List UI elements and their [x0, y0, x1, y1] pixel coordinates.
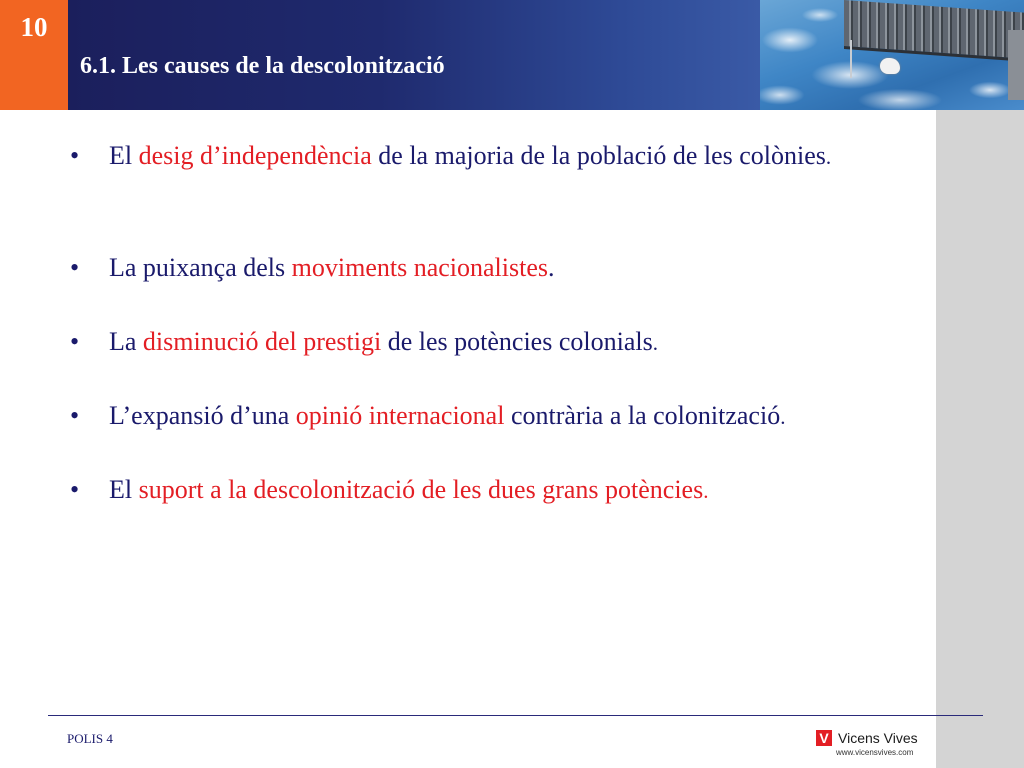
bullet-text: El suport a la descolonització de les dues grans potències. — [109, 475, 709, 504]
highlighted-phrase: disminució del prestigi — [142, 327, 382, 356]
page-title: 6.1. Les causes de la descolonització — [80, 53, 445, 79]
bullet-marker: • — [70, 401, 80, 430]
logo-url: www.vicensvives.com — [836, 748, 914, 757]
bullet-item-1 — [70, 138, 969, 175]
bullet-text: L’expansió d’una opinió internacional contrària a la colonització. — [109, 401, 786, 430]
title-band — [68, 0, 760, 110]
vicens-vives-logo — [816, 730, 926, 760]
slide-header — [0, 0, 1024, 110]
vicens-vives-logo-icon: V — [816, 730, 832, 746]
bullet-item-2 — [70, 250, 969, 286]
bullet-marker: • — [70, 253, 80, 282]
highlighted-phrase: suport a la descolonització de les dues grans potències — [138, 475, 704, 504]
bullet-item-3 — [70, 324, 969, 361]
logo-name: Vicens Vives — [838, 730, 918, 746]
chapter-badge — [0, 0, 68, 110]
right-sidebar-panel — [936, 110, 1024, 768]
bullet-marker: • — [70, 327, 80, 356]
space-station-module — [1008, 30, 1024, 100]
highlighted-phrase: opinió internacional — [295, 401, 505, 430]
chapter-number: 10 — [20, 12, 48, 42]
footer-book-title: POLIS 4 — [67, 731, 113, 746]
footer-divider — [48, 715, 983, 716]
bullet-text: La disminució del prestigi de les potències colonials. — [109, 327, 658, 356]
bullet-item-5 — [70, 472, 969, 509]
bullet-marker: • — [70, 141, 80, 170]
bullet-item-4 — [70, 398, 969, 435]
space-station-panel — [844, 0, 1024, 62]
bullet-text: El desig d’independència de la majoria de la població de les colònies. — [109, 141, 832, 170]
astronaut-figure — [880, 58, 900, 74]
space-station-truss — [850, 40, 852, 78]
bullet-text: La puixança dels moviments nacionalistes. — [109, 253, 555, 282]
highlighted-phrase: moviments nacionalistes — [291, 253, 548, 282]
highlighted-phrase: desig d’independència — [138, 141, 372, 170]
bullet-marker: • — [70, 475, 80, 504]
space-station-earth-photo — [760, 0, 1024, 110]
